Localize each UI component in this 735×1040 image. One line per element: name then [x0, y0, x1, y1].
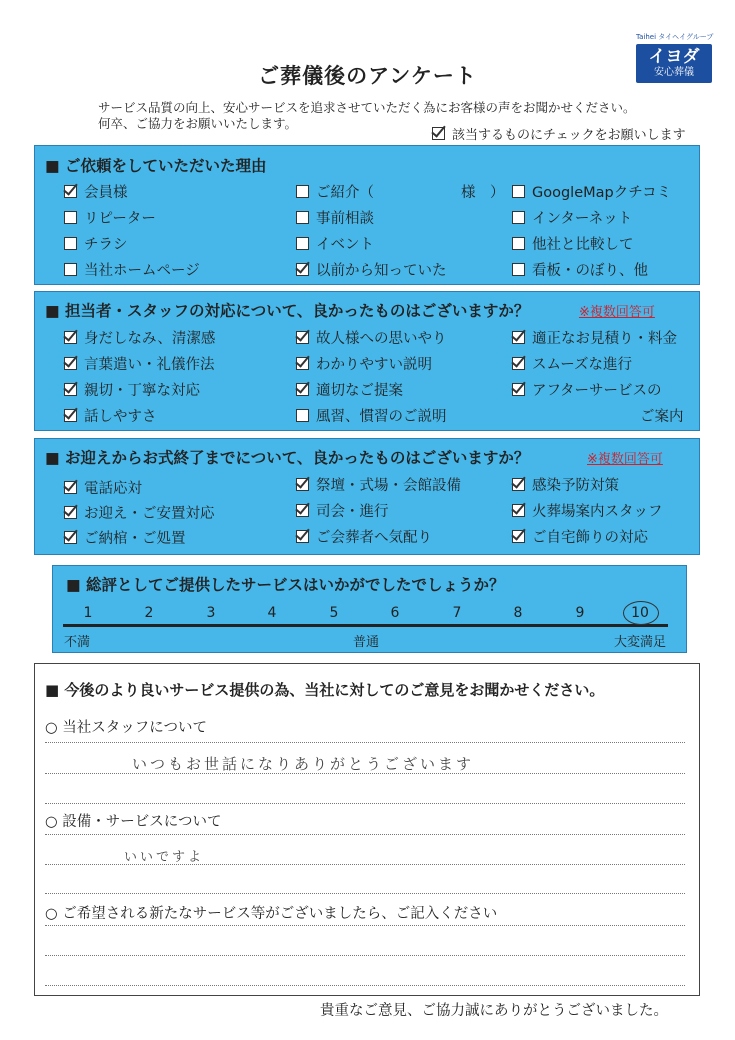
option-signboard[interactable]: 看板・のぼり、他	[512, 259, 648, 280]
option-crematorium[interactable]: 火葬場案内スタッフ	[512, 500, 663, 521]
company-logo	[636, 32, 712, 94]
question-facilities: ○ 設備・サービスについて	[45, 814, 222, 830]
logo-brand: イヨダ	[648, 47, 700, 67]
checkbox[interactable]	[296, 383, 309, 396]
checkbox[interactable]	[296, 357, 309, 370]
checkbox[interactable]	[64, 237, 77, 250]
checkbox[interactable]	[296, 478, 309, 491]
multi-answer-note: ※複数回答可	[587, 452, 663, 467]
option-aftercare[interactable]: アフターサービスの	[512, 379, 661, 400]
rating-5[interactable]: 5	[329, 605, 339, 621]
section-staff-title: ■ 担当者・スタッフの対応について、良かったものはございますか？	[45, 302, 530, 320]
answer-line	[45, 834, 685, 835]
option-appearance[interactable]: 身だしなみ、清潔感	[64, 327, 215, 348]
answer-staff[interactable]: いつもお世話になりありがとうございます	[132, 755, 475, 773]
checkbox[interactable]	[296, 237, 309, 250]
intro-line-1: サービス品質の向上、安心サービスを追求させていただく為にお客様の声をお聞かせください。	[98, 100, 636, 115]
option-internet[interactable]: インターネット	[512, 207, 632, 228]
checkbox[interactable]	[512, 185, 525, 198]
checkbox[interactable]	[296, 409, 309, 422]
checkbox[interactable]	[64, 331, 77, 344]
option-repeater[interactable]: リピーター	[64, 207, 156, 228]
option-estimate[interactable]: 適正なお見積り・料金	[512, 327, 677, 348]
option-customs[interactable]: 風習、慣習のご説明	[296, 405, 447, 426]
answer-line	[45, 925, 685, 926]
option-kindness[interactable]: 親切・丁寧な対応	[64, 379, 200, 400]
checkbox[interactable]	[296, 530, 309, 543]
option-pickup[interactable]: お迎え・ご安置対応	[64, 502, 215, 523]
checkbox[interactable]	[512, 331, 525, 344]
rating-4[interactable]: 4	[267, 605, 277, 621]
page-title: ご葬儀後のアンケート	[258, 64, 477, 88]
question-new-services: ○ ご希望される新たなサービス等がございましたら、ご記入ください	[45, 906, 498, 922]
intro-line-2: 何卒、ご協力をお願いいたします。	[98, 116, 298, 131]
logo-sub: 安心葬儀	[654, 67, 694, 78]
section-overall-title: ■ 総評としてご提供したサービスはいかがでしたでしょうか？	[66, 576, 505, 594]
option-flyer[interactable]: チラシ	[64, 233, 128, 254]
checkbox[interactable]	[64, 211, 77, 224]
checkbox[interactable]	[512, 530, 525, 543]
checkbox[interactable]	[512, 237, 525, 250]
answer-line	[45, 742, 685, 743]
option-known[interactable]: 以前から知っていた	[296, 259, 447, 280]
checkbox[interactable]	[512, 504, 525, 517]
checkbox[interactable]	[64, 531, 77, 544]
rating-scale-line	[63, 624, 668, 627]
checkbox[interactable]	[296, 331, 309, 344]
section-ceremony-title: ■ お迎えからお式終了までについて、良かったものはございますか？	[45, 449, 530, 467]
option-manners[interactable]: 言葉遣い・礼儀作法	[64, 353, 215, 374]
checkbox[interactable]	[64, 383, 77, 396]
answer-line	[45, 985, 685, 986]
option-infection[interactable]: 感染予防対策	[512, 474, 619, 495]
checkbox[interactable]	[64, 506, 77, 519]
option-homepage[interactable]: 当社ホームページ	[64, 259, 200, 280]
answer-facilities[interactable]: いいですよ	[124, 850, 205, 865]
checkbox[interactable]	[512, 263, 525, 276]
section-reasons-title: ■ ご依頼をしていただいた理由	[45, 157, 267, 175]
checkbox[interactable]	[64, 185, 77, 198]
rating-7[interactable]: 7	[452, 605, 462, 621]
option-altar[interactable]: 祭壇・式場・会館設備	[296, 474, 461, 495]
check-note-checkbox	[432, 127, 445, 140]
footer-thanks: 貴重なご意見、ご協力誠にありがとうございました。	[320, 1003, 668, 1019]
rating-6[interactable]: 6	[390, 605, 400, 621]
checkbox[interactable]	[512, 383, 525, 396]
option-proposal[interactable]: 適切なご提案	[296, 379, 403, 400]
rating-label-mid: 普通	[353, 635, 380, 650]
option-easy-talk[interactable]: 話しやすさ	[64, 405, 157, 426]
checkbox[interactable]	[64, 263, 77, 276]
feedback-title: ■ 今後のより良いサービス提供の為、当社に対してのご意見をお聞かせください。	[45, 681, 605, 699]
checkbox[interactable]	[64, 357, 77, 370]
option-smooth[interactable]: スムーズな進行	[512, 353, 632, 374]
option-encoffin[interactable]: ご納棺・ご処置	[64, 527, 186, 548]
answer-line	[45, 893, 685, 894]
option-phone[interactable]: 電話応対	[64, 477, 142, 498]
check-note	[432, 124, 686, 143]
option-compassion[interactable]: 故人様への思いやり	[296, 327, 447, 348]
option-explanation[interactable]: わかりやすい説明	[296, 353, 432, 374]
checkbox[interactable]	[64, 409, 77, 422]
checkbox[interactable]	[296, 263, 309, 276]
checkbox[interactable]	[512, 357, 525, 370]
logo-company: Taihei タイヘイグループ	[636, 33, 714, 41]
check-note-text: 該当するものにチェックをお願いします	[452, 128, 686, 143]
option-home-decor[interactable]: ご自宅飾りの対応	[512, 526, 648, 547]
option-aftercare-continuation: ご案内	[640, 409, 684, 425]
checkbox[interactable]	[512, 211, 525, 224]
checkbox[interactable]	[296, 504, 309, 517]
answer-line	[45, 864, 685, 865]
answer-line	[45, 773, 685, 774]
option-event[interactable]: イベント	[296, 233, 374, 254]
option-googlemap[interactable]: GoogleMapクチコミ	[512, 181, 671, 202]
rating-10[interactable]: 10	[631, 605, 649, 621]
checkbox[interactable]	[296, 211, 309, 224]
rating-8[interactable]: 8	[513, 605, 523, 621]
option-mc[interactable]: 司会・進行	[296, 500, 389, 521]
rating-2[interactable]: 2	[144, 605, 154, 621]
option-referral[interactable]: ご紹介（ 様 ）	[296, 181, 505, 202]
rating-3[interactable]: 3	[206, 605, 216, 621]
rating-9[interactable]: 9	[575, 605, 585, 621]
multi-answer-note: ※複数回答可	[579, 305, 655, 320]
option-compare[interactable]: 他社と比較して	[512, 233, 634, 254]
checkbox[interactable]	[296, 185, 309, 198]
answer-line	[45, 955, 685, 956]
checkbox[interactable]	[64, 481, 77, 494]
rating-1[interactable]: 1	[83, 605, 93, 621]
rating-selected-circle	[623, 601, 659, 625]
option-consult[interactable]: 事前相談	[296, 207, 374, 228]
rating-label-high: 大変満足	[614, 635, 667, 650]
answer-line	[45, 803, 685, 804]
rating-label-low: 不満	[64, 635, 91, 650]
option-member[interactable]: 会員様	[64, 181, 128, 202]
question-staff: ○ 当社スタッフについて	[45, 720, 207, 736]
option-attendees[interactable]: ご会葬者へ気配り	[296, 526, 432, 547]
checkbox[interactable]	[512, 478, 525, 491]
